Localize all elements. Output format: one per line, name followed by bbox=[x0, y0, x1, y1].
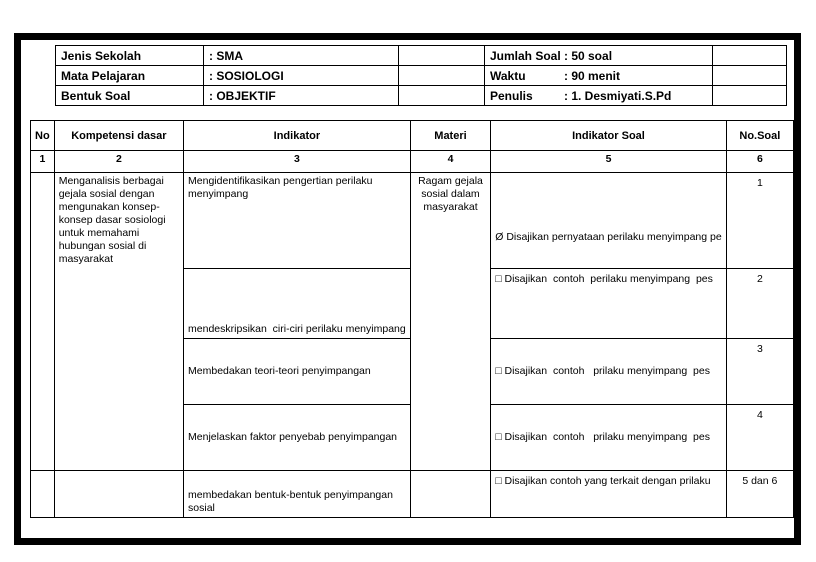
meta-value-jenis-sekolah: : SMA bbox=[204, 46, 399, 66]
meta-label-jenis-sekolah: Jenis Sekolah bbox=[56, 46, 204, 66]
column-number: 5 bbox=[491, 151, 726, 173]
no-soal-cell: 2 bbox=[726, 269, 793, 339]
no-cell bbox=[31, 471, 55, 518]
meta-empty-cell bbox=[713, 86, 787, 106]
no-soal-cell: 3 bbox=[726, 339, 793, 405]
column-number: 3 bbox=[184, 151, 411, 173]
no-soal-cell: 1 bbox=[726, 173, 793, 269]
indikator-soal-cell: □ Disajikan contoh perilaku menyimpang pes bbox=[491, 269, 726, 339]
indikator-soal-cell: □ Disajikan contoh prilaku menyimpang pes bbox=[491, 339, 726, 405]
column-number: 1 bbox=[31, 151, 55, 173]
no-soal-cell: 4 bbox=[726, 405, 793, 471]
meta-row bbox=[56, 46, 787, 66]
meta-empty-cell bbox=[713, 66, 787, 86]
table-row bbox=[31, 471, 794, 518]
indikator-soal-cell: Ø Disajikan pernyataan perilaku menyimpang pe bbox=[491, 173, 726, 269]
column-header-indikator-soal: Indikator Soal bbox=[491, 121, 726, 151]
table-header-row bbox=[31, 121, 794, 151]
exam-meta-table bbox=[55, 45, 787, 106]
meta-row bbox=[56, 66, 787, 86]
table-row bbox=[31, 173, 794, 269]
indikator-soal-cell: □ Disajikan contoh prilaku menyimpang pes bbox=[491, 405, 726, 471]
meta-right-cell bbox=[485, 46, 713, 66]
kompetensi-dasar-cell: Menganalisis berbagai gejala sosial dengan mengunakan konsep-konsep dasar sosiologi untuk memahami hubungan sosial di masyarakat bbox=[54, 173, 183, 471]
column-numbering-row bbox=[31, 151, 794, 173]
column-number: 4 bbox=[410, 151, 491, 173]
indikator-cell: Mengidentifikasikan pengertian perilaku menyimpang bbox=[184, 173, 411, 269]
column-number: 6 bbox=[726, 151, 793, 173]
meta-value-mata-pelajaran: : SOSIOLOGI bbox=[204, 66, 399, 86]
meta-value-waktu: : 90 menit bbox=[564, 68, 621, 83]
meta-empty-cell bbox=[399, 46, 485, 66]
column-header-no-soal: No.Soal bbox=[726, 121, 793, 151]
materi-cell bbox=[410, 471, 491, 518]
exam-blueprint-table bbox=[30, 120, 794, 518]
kompetensi-dasar-cell bbox=[54, 471, 183, 518]
indikator-soal-cell: □ Disajikan contoh yang terkait dengan prilaku bbox=[491, 471, 726, 518]
no-soal-cell: 5 dan 6 bbox=[726, 471, 793, 518]
page-frame bbox=[14, 33, 801, 545]
meta-value-bentuk-soal: : OBJEKTIF bbox=[204, 86, 399, 106]
meta-value-penulis: : 1. Desmiyati.S.Pd bbox=[564, 88, 672, 103]
meta-right-cell bbox=[485, 86, 713, 106]
column-header-materi: Materi bbox=[410, 121, 491, 151]
meta-empty-cell bbox=[399, 66, 485, 86]
meta-label-penulis: Penulis bbox=[490, 88, 533, 103]
no-cell bbox=[31, 173, 55, 471]
indikator-cell: Membedakan teori-teori penyimpangan bbox=[184, 339, 411, 405]
meta-empty-cell bbox=[399, 86, 485, 106]
meta-label-bentuk-soal: Bentuk Soal bbox=[56, 86, 204, 106]
indikator-cell: mendeskripsikan ciri-ciri perilaku menyimpang bbox=[184, 269, 411, 339]
indikator-cell: membedakan bentuk-bentuk penyimpangan sosial bbox=[184, 471, 411, 518]
indikator-cell: Menjelaskan faktor penyebab penyimpangan bbox=[184, 405, 411, 471]
meta-label-waktu: Waktu bbox=[490, 68, 526, 83]
meta-empty-cell bbox=[713, 46, 787, 66]
materi-cell: Ragam gejala sosial dalam masyarakat bbox=[410, 173, 491, 471]
column-header-indikator: Indikator bbox=[184, 121, 411, 151]
column-header-kompetensi-dasar: Kompetensi dasar bbox=[54, 121, 183, 151]
meta-right-cell bbox=[485, 66, 713, 86]
column-header-no: No bbox=[31, 121, 55, 151]
meta-label-jumlah-soal: Jumlah Soal bbox=[490, 48, 561, 63]
meta-label-mata-pelajaran: Mata Pelajaran bbox=[56, 66, 204, 86]
meta-row bbox=[56, 86, 787, 106]
meta-value-jumlah-soal: : 50 soal bbox=[564, 48, 613, 63]
column-number: 2 bbox=[54, 151, 183, 173]
